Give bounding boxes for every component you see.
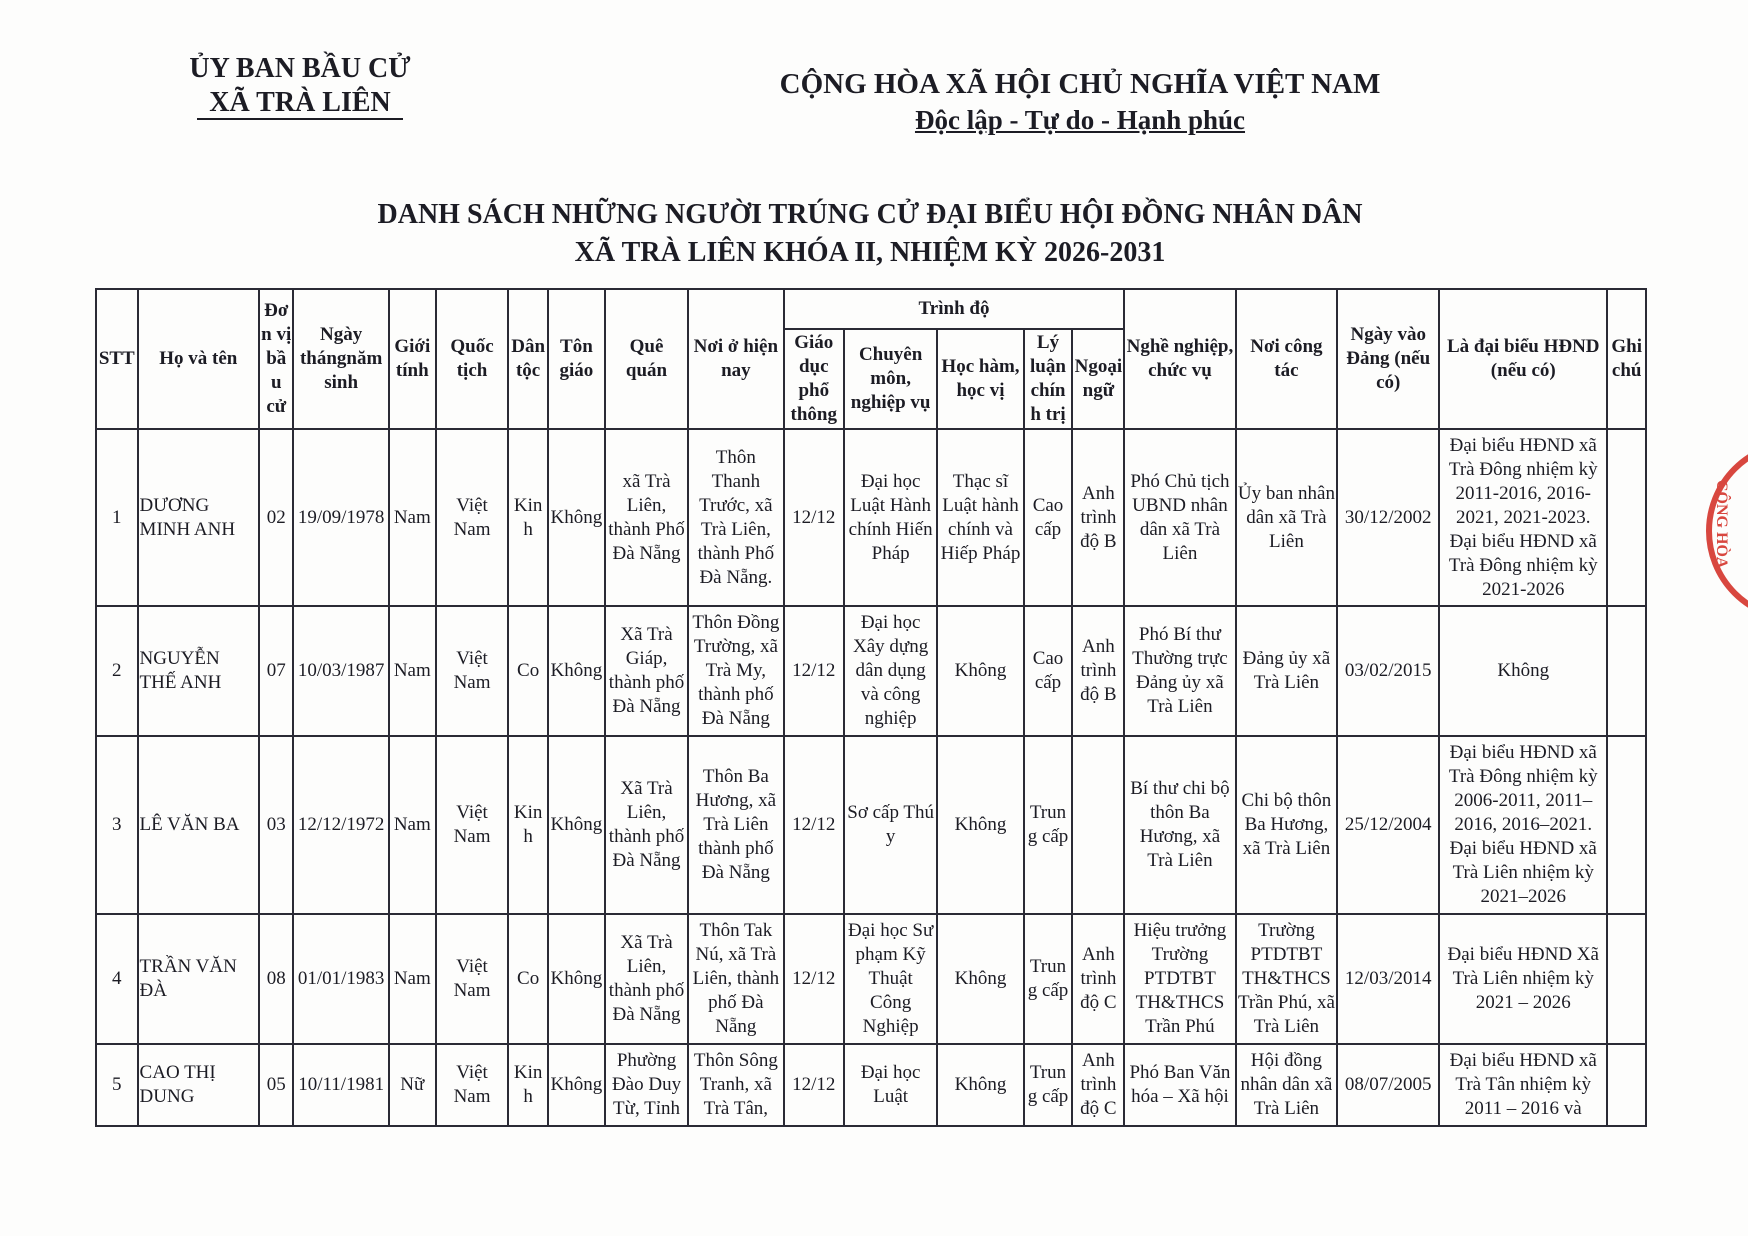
cell-religion: Không xyxy=(548,1044,605,1126)
cell-workplace: Chi bộ thôn Ba Hương, xã Trà Liên xyxy=(1236,736,1338,914)
cell-stt: 1 xyxy=(96,429,138,606)
cell-occupation: Phó Chủ tịch UBND nhân dân xã Trà Liên xyxy=(1124,429,1235,606)
cell-ethnicity: Kinh xyxy=(508,429,547,606)
cell-general-edu: 12/12 xyxy=(784,1044,844,1126)
col-header-political: Lý luận chính trị xyxy=(1024,329,1073,429)
document-title-line1: DANH SÁCH NHỮNG NGƯỜI TRÚNG CỬ ĐẠI BIỂU HỘI ĐỒNG NHÂN DÂN xyxy=(377,199,1363,230)
issuing-authority-line1: ỦY BAN BẦU CỬ xyxy=(189,53,411,84)
cell-name: NGUYỄN THẾ ANH xyxy=(138,606,260,736)
cell-religion: Không xyxy=(548,736,605,914)
cell-note xyxy=(1607,914,1646,1044)
cell-note xyxy=(1607,606,1646,736)
cell-party-date: 25/12/2004 xyxy=(1337,736,1439,914)
cell-specialty: Sơ cấp Thú y xyxy=(844,736,937,914)
cell-hometown: Xã Trà Liên, thành phố Đà Nẵng xyxy=(605,736,688,914)
document-title-line2: XÃ TRÀ LIÊN KHÓA II, NHIỆM KỲ 2026-2031 xyxy=(574,237,1166,268)
cell-nationality: Việt Nam xyxy=(436,914,509,1044)
col-header-general-edu: Giáo dục phổ thông xyxy=(784,329,844,429)
cell-general-edu: 12/12 xyxy=(784,736,844,914)
col-header-hometown: Quê quán xyxy=(605,289,688,429)
cell-hometown: Phường Đào Duy Từ, Tỉnh xyxy=(605,1044,688,1126)
cell-gender: Nam xyxy=(389,429,436,606)
col-header-nationality: Quốc tịch xyxy=(436,289,509,429)
cell-unit: 03 xyxy=(259,736,293,914)
cell-note xyxy=(1607,1044,1646,1126)
cell-residence: Thôn Thanh Trước, xã Trà Liên, thành Phố Đà Nẵng. xyxy=(688,429,784,606)
table-row xyxy=(96,736,1646,914)
cell-occupation: Phó Bí thư Thường trực Đảng ủy xã Trà Liên xyxy=(1124,606,1235,736)
cell-stt: 4 xyxy=(96,914,138,1044)
cell-religion: Không xyxy=(548,606,605,736)
cell-hometown: Xã Trà Giáp, thành phố Đà Nẵng xyxy=(605,606,688,736)
cell-specialty: Đại học Luật xyxy=(844,1044,937,1126)
col-header-dob: Ngày thángnăm sinh xyxy=(293,289,389,429)
cell-dob: 12/12/1972 xyxy=(293,736,389,914)
cell-language xyxy=(1072,736,1124,914)
cell-nationality: Việt Nam xyxy=(436,1044,509,1126)
cell-party-date: 12/03/2014 xyxy=(1337,914,1439,1044)
cell-unit: 05 xyxy=(259,1044,293,1126)
col-header-ethnicity: Dân tộc xyxy=(508,289,547,429)
col-header-gender: Giới tính xyxy=(389,289,436,429)
cell-workplace: Ủy ban nhân dân xã Trà Liên xyxy=(1236,429,1338,606)
cell-stt: 3 xyxy=(96,736,138,914)
col-header-party-date: Ngày vào Đảng (nếu có) xyxy=(1337,289,1439,429)
col-header-degree: Học hàm, học vị xyxy=(937,329,1023,429)
cell-language: Anh trình độ B xyxy=(1072,606,1124,736)
cell-name: DƯƠNG MINH ANH xyxy=(138,429,260,606)
cell-dob: 10/11/1981 xyxy=(293,1044,389,1126)
cell-delegate: Đại biểu HĐND xã Trà Đông nhiệm kỳ 2011-2016, 2016-2021, 2021-2023. Đại biểu HĐND xã Trà Đông nhiệm kỳ 2021-2026 xyxy=(1439,429,1607,606)
cell-degree: Không xyxy=(937,606,1023,736)
col-header-note: Ghi chú xyxy=(1607,289,1646,429)
cell-hometown: xã Trà Liên, thành Phố Đà Nẵng xyxy=(605,429,688,606)
cell-workplace: Đảng ủy xã Trà Liên xyxy=(1236,606,1338,736)
cell-name: LÊ VĂN BA xyxy=(138,736,260,914)
cell-gender: Nam xyxy=(389,736,436,914)
cell-nationality: Việt Nam xyxy=(436,736,509,914)
table-row xyxy=(96,606,1646,736)
cell-residence: Thôn Sông Tranh, xã Trà Tân, xyxy=(688,1044,784,1126)
col-header-name: Họ và tên xyxy=(138,289,260,429)
cell-political: Trung cấp xyxy=(1024,736,1073,914)
cell-general-edu: 12/12 xyxy=(784,606,844,736)
col-header-trinh-do: Trình độ xyxy=(784,289,1125,329)
cell-language: Anh trình độ C xyxy=(1072,914,1124,1044)
cell-general-edu: 12/12 xyxy=(784,914,844,1044)
col-header-language: Ngoại ngữ xyxy=(1072,329,1124,429)
cell-gender: Nữ xyxy=(389,1044,436,1126)
national-motto-line2: Độc lập - Tự do - Hạnh phúc xyxy=(914,105,1246,135)
cell-degree: Không xyxy=(937,736,1023,914)
cell-dob: 19/09/1978 xyxy=(293,429,389,606)
col-header-delegate: Là đại biểu HĐND (nếu có) xyxy=(1439,289,1607,429)
cell-residence: Thôn Ba Hương, xã Trà Liên thành phố Đà Nẵng xyxy=(688,736,784,914)
cell-name: TRẦN VĂN ĐÀ xyxy=(138,914,260,1044)
cell-language: Anh trình độ B xyxy=(1072,429,1124,606)
cell-occupation: Bí thư chi bộ thôn Ba Hương, xã Trà Liên xyxy=(1124,736,1235,914)
cell-party-date: 30/12/2002 xyxy=(1337,429,1439,606)
elected-delegates-table xyxy=(95,288,1647,1127)
cell-religion: Không xyxy=(548,429,605,606)
cell-specialty: Đại học Luật Hành chính Hiến Pháp xyxy=(844,429,937,606)
document-title xyxy=(320,196,1420,272)
cell-note xyxy=(1607,736,1646,914)
cell-degree: Thạc sĩ Luật hành chính và Hiếp Pháp xyxy=(937,429,1023,606)
col-header-occupation: Nghề nghiệp, chức vụ xyxy=(1124,289,1235,429)
cell-specialty: Đại học Xây dựng dân dụng và công nghiệp xyxy=(844,606,937,736)
cell-party-date: 03/02/2015 xyxy=(1337,606,1439,736)
cell-degree: Không xyxy=(937,914,1023,1044)
cell-delegate: Đại biểu HĐND xã Trà Tân nhiệm kỳ 2011 – 2016 và xyxy=(1439,1044,1607,1126)
issuing-authority xyxy=(150,52,450,120)
cell-political: Trung cấp xyxy=(1024,1044,1073,1126)
cell-nationality: Việt Nam xyxy=(436,429,509,606)
cell-ethnicity: Co xyxy=(508,914,547,1044)
cell-unit: 02 xyxy=(259,429,293,606)
table-row xyxy=(96,429,1646,606)
cell-stt: 2 xyxy=(96,606,138,736)
col-header-workplace: Nơi công tác xyxy=(1236,289,1338,429)
cell-hometown: Xã Trà Liên, thành phố Đà Nẵng xyxy=(605,914,688,1044)
cell-political: Cao cấp xyxy=(1024,606,1073,736)
cell-unit: 07 xyxy=(259,606,293,736)
col-header-residence: Nơi ở hiện nay xyxy=(688,289,784,429)
issuing-authority-line2: XÃ TRÀ LIÊN xyxy=(197,88,403,120)
cell-party-date: 08/07/2005 xyxy=(1337,1044,1439,1126)
table-row xyxy=(96,914,1646,1044)
cell-name: CAO THỊ DUNG xyxy=(138,1044,260,1126)
cell-note xyxy=(1607,429,1646,606)
cell-gender: Nam xyxy=(389,606,436,736)
cell-gender: Nam xyxy=(389,914,436,1044)
cell-ethnicity: Co xyxy=(508,606,547,736)
col-header-specialty: Chuyên môn, nghiệp vụ xyxy=(844,329,937,429)
col-header-stt: STT xyxy=(96,289,138,429)
cell-delegate: Đại biểu HĐND Xã Trà Liên nhiệm kỳ 2021 – 2026 xyxy=(1439,914,1607,1044)
table-row xyxy=(96,1044,1646,1126)
official-seal xyxy=(1700,440,1748,620)
cell-delegate: Không xyxy=(1439,606,1607,736)
official-seal-text: CỘNG HÒA xyxy=(1713,480,1730,569)
cell-workplace: Trường PTDTBT TH&THCS Trần Phú, xã Trà Liên xyxy=(1236,914,1338,1044)
cell-workplace: Hội đồng nhân dân xã Trà Liên xyxy=(1236,1044,1338,1126)
cell-political: Cao cấp xyxy=(1024,429,1073,606)
cell-stt: 5 xyxy=(96,1044,138,1126)
national-motto-line1: CỘNG HÒA XÃ HỘI CHỦ NGHĨA VIỆT NAM xyxy=(779,68,1381,100)
cell-dob: 01/01/1983 xyxy=(293,914,389,1044)
cell-degree: Không xyxy=(937,1044,1023,1126)
cell-ethnicity: Kinh xyxy=(508,736,547,914)
cell-political: Trung cấp xyxy=(1024,914,1073,1044)
national-motto xyxy=(770,66,1390,138)
cell-dob: 10/03/1987 xyxy=(293,606,389,736)
cell-residence: Thôn Tak Nú, xã Trà Liên, thành phố Đà Nẵng xyxy=(688,914,784,1044)
cell-specialty: Đại học Sư phạm Kỹ Thuật Công Nghiệp xyxy=(844,914,937,1044)
cell-residence: Thôn Đồng Trường, xã Trà My, thành phố Đà Nẵng xyxy=(688,606,784,736)
cell-occupation: Phó Ban Văn hóa – Xã hội xyxy=(1124,1044,1235,1126)
cell-delegate: Đại biểu HĐND xã Trà Đông nhiệm kỳ 2006-2011, 2011–2016, 2016–2021. Đại biểu HĐND xã Trà Liên nhiệm kỳ 2021–2026 xyxy=(1439,736,1607,914)
cell-religion: Không xyxy=(548,914,605,1044)
cell-language: Anh trình độ C xyxy=(1072,1044,1124,1126)
cell-general-edu: 12/12 xyxy=(784,429,844,606)
cell-occupation: Hiệu trưởng Trường PTDTBT TH&THCS Trần Phú xyxy=(1124,914,1235,1044)
col-header-unit: Đơn vị bầu cử xyxy=(259,289,293,429)
cell-ethnicity: Kinh xyxy=(508,1044,547,1126)
cell-nationality: Việt Nam xyxy=(436,606,509,736)
cell-unit: 08 xyxy=(259,914,293,1044)
header-row-top xyxy=(96,289,1646,329)
col-header-religion: Tôn giáo xyxy=(548,289,605,429)
